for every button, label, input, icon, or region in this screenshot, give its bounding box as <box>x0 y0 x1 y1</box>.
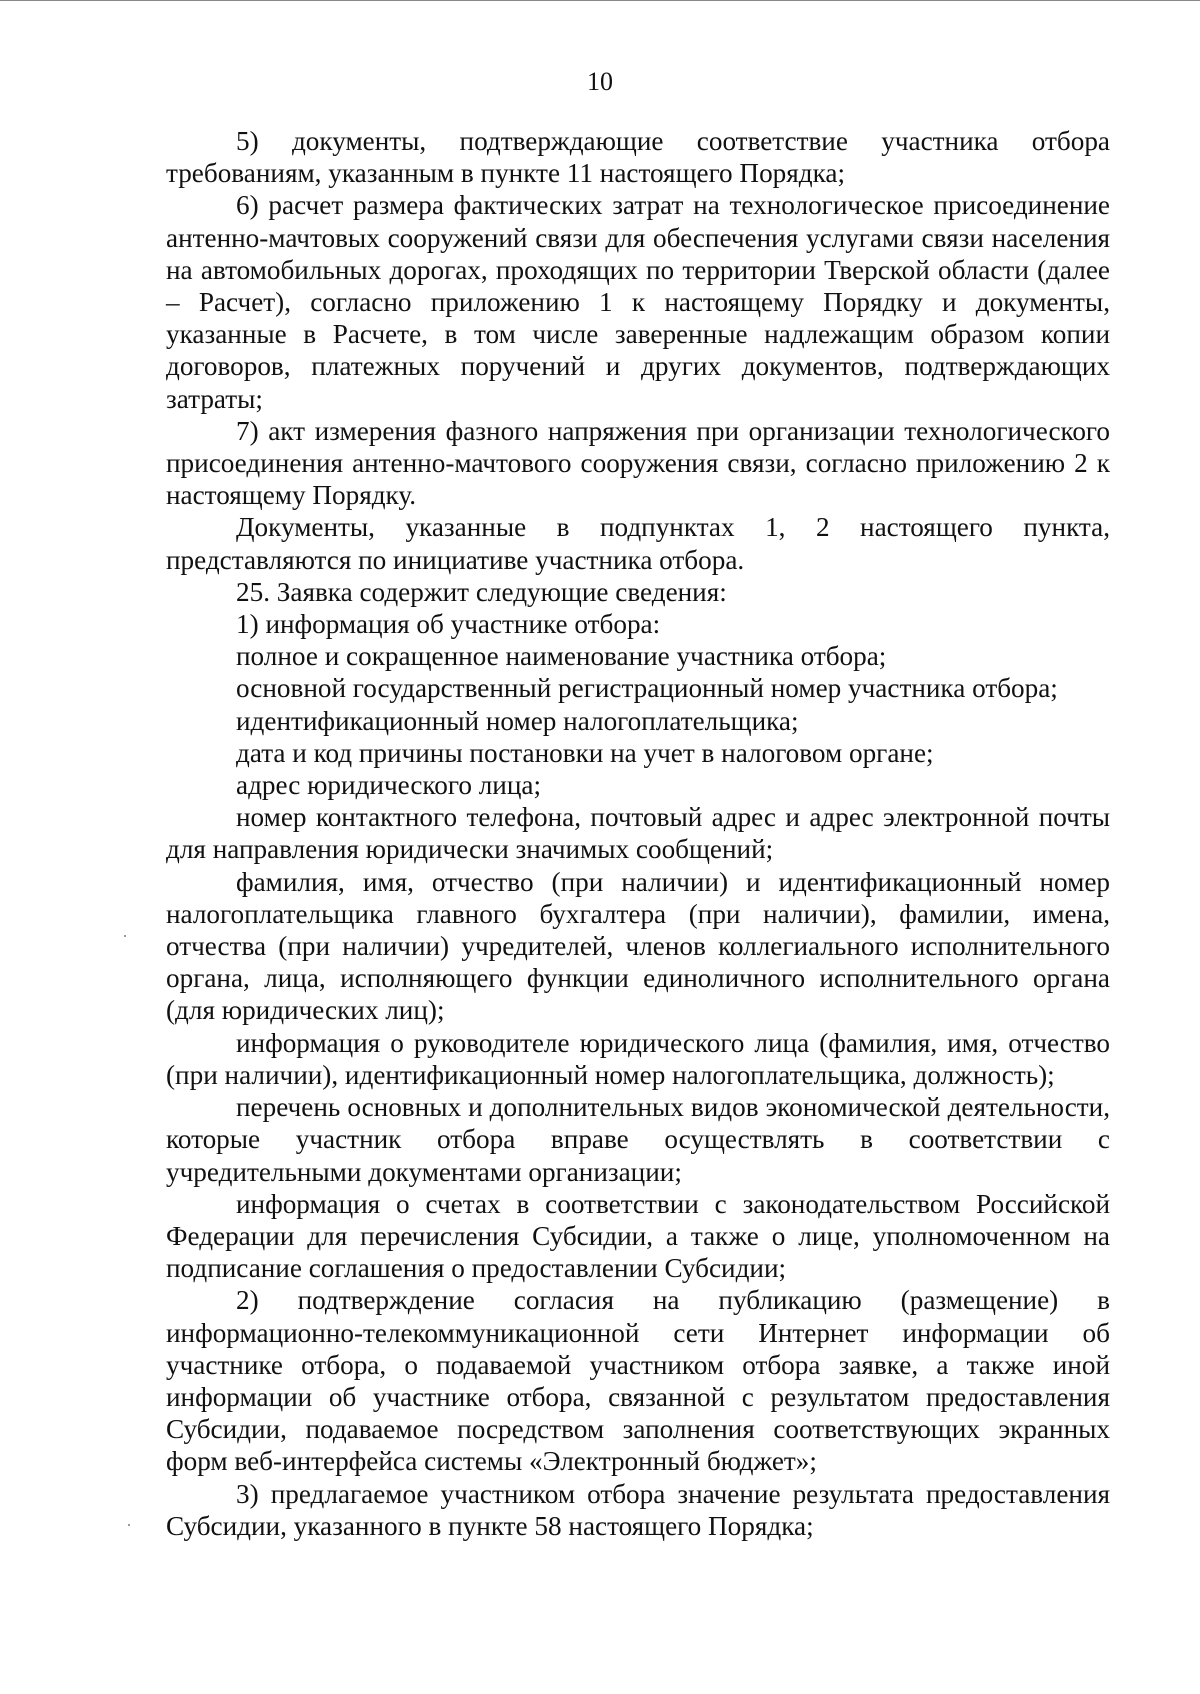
paragraph: 3) предлагаемое участником отбора значение результата предоставления Субсидии, указанного в пункте 58 настоящего Порядка; <box>166 1478 1110 1541</box>
paragraph: фамилия, имя, отчество (при наличии) и идентификационный номер налогоплательщика главного бухгалтера (при наличии), фамилии, имена, отчества (при наличии) учредителей, членов коллегиального исполнительного органа, лица, исполняющего функции единоличного исполнительного органа (для юридических лиц); <box>166 866 1110 1026</box>
scan-speck <box>128 1524 130 1526</box>
paragraph: 7) акт измерения фазного напряжения при организации технологического присоединения антенно-мачтового сооружения связи, согласно приложению 2 к настоящему Порядку. <box>166 415 1110 511</box>
paragraph: информация о руководителе юридического лица (фамилия, имя, отчество (при наличии), идентификационный номер налогоплательщика, должность); <box>166 1027 1110 1090</box>
scan-speck <box>124 935 126 937</box>
paragraph: перечень основных и дополнительных видов экономической деятельности, которые участник отбора вправе осуществлять в соответствии с учредительными документами организации; <box>166 1092 1110 1187</box>
paragraph: идентификационный номер налогоплательщика; <box>236 705 799 736</box>
paragraph: информация о счетах в соответствии с законодательством Российской Федерации для перечисления Субсидии, а также о лице, уполномоченном на подписание соглашения о предоставлении Субсидии; <box>166 1188 1110 1284</box>
paragraph: полное и сокращенное наименование участника отбора; <box>236 641 887 672</box>
paragraph: 5) документы, подтверждающие соответствие участника отбора требованиям, указанным в пункте 11 настоящего Порядка; <box>166 126 1110 189</box>
paragraph: адрес юридического лица; <box>236 770 541 801</box>
paragraph: основной государственный регистрационный номер участника отбора; <box>236 673 1058 704</box>
paragraph: 1) информация об участнике отбора: <box>236 609 661 640</box>
paragraph: 6) расчет размера фактических затрат на технологическое присоединение антенно-мачтовых сооружений связи для обеспечения услугами связи населения на автомобильных дорогах, проходящих по территории Тверской области (далее – Расчет), согласно приложению 1 к настоящему Порядку и документы, указанные в Расчете, в том числе заверенные надлежащим образом копии договоров, платежных поручений и других документов, подтверждающих затраты; <box>166 190 1110 414</box>
paragraph: Документы, указанные в подпунктах 1, 2 настоящего пункта, представляются по инициативе участника отбора. <box>166 512 1110 575</box>
scan-edge <box>0 0 1200 11</box>
document-body <box>166 125 1110 1542</box>
paragraph: дата и код причины постановки на учет в налоговом органе; <box>236 737 934 768</box>
paragraph: 25. Заявка содержит следующие сведения: <box>236 576 727 607</box>
paragraph: номер контактного телефона, почтовый адрес и адрес электронной почты для направления юридически значимых сообщений; <box>166 802 1110 865</box>
page-number: 10 <box>587 67 613 96</box>
paragraph: 2) подтверждение согласия на публикацию (размещение) в информационно-телекоммуникационной сети Интернет информации об участнике отбора, о подаваемой участником отбора заявке, а также иной информации об участнике отбора, связанной с результатом предоставления Субсидии, подаваемое посредством заполнения соответствующих экранных форм веб-интерфейса системы «Электронный бюджет»; <box>166 1285 1110 1477</box>
